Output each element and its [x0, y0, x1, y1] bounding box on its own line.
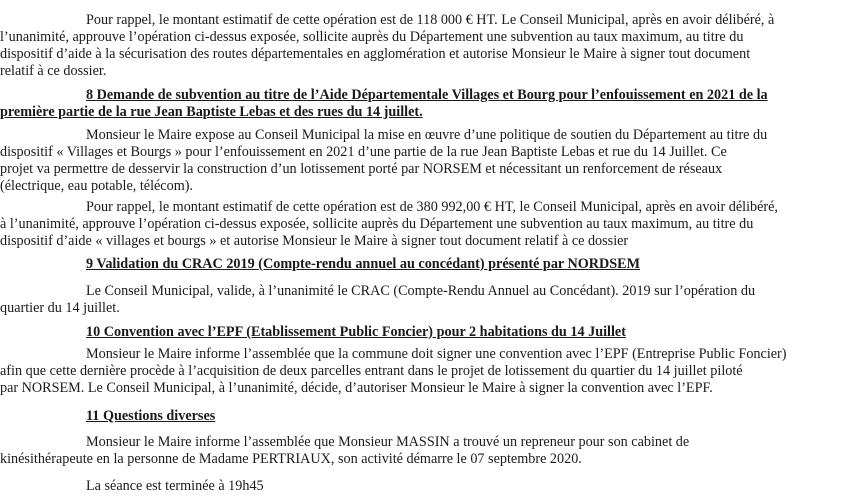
section-heading-10: 10 Convention avec l’EPF (Etablissement Public Foncier) pour 2 habitations du 14 Juillet — [86, 324, 626, 340]
text-line: (électrique, eau potable, télécom). — [0, 178, 194, 194]
section-heading-8-continued: première partie de la rue Jean Baptiste Lebas et des rues du 14 juillet. — [0, 104, 423, 120]
section-heading-8: 8 Demande de subvention au titre de l’Aide Départementale Villages et Bourg pour l’enfouissement en 2021 de la — [86, 87, 768, 103]
text-line: relatif à ce dossier. — [0, 63, 107, 79]
text-line: dispositif d’aide « villages et bourgs » et autorise Monsieur le Maire à signer tout document relatif à ce dossier — [0, 233, 629, 249]
text-line: afin que cette dernière procède à l’acquisition de deux parcelles entrant dans le projet de lotissement du quartier du 14 juillet piloté — [0, 363, 743, 379]
text-line: dispositif « Villages et Bourgs » pour l’enfouissement en 2021 d’une partie de la rue Jean Baptiste Lebas et rue du 14 Juillet. Ce — [0, 144, 727, 160]
text-line: Monsieur le Maire expose au Conseil Municipal la mise en œuvre d’une politique de soutien du Département au titre du — [86, 127, 768, 143]
text-line: kinésithérapeute en la personne de Madame PERTRIAUX, son activité démarre le 07 septembre 2020. — [0, 451, 582, 467]
section-heading-11: 11 Questions diverses — [86, 408, 216, 424]
text-line: dispositif d’aide à la sécurisation des routes départementales en agglomération et autorise Monsieur le Maire à signer tout document — [0, 46, 751, 62]
text-line: quartier du 14 juillet. — [0, 300, 120, 316]
section-heading-9: 9 Validation du CRAC 2019 (Compte-rendu annuel au concédant) présenté par NORDSEM — [86, 256, 641, 272]
closing-line: La séance est terminée à 19h45 — [86, 478, 264, 494]
text-line: projet va permettre de desservir la construction d’un lotissement porté par NORSEM et nécessitant un renforcement de réseaux — [0, 161, 723, 177]
text-line: Le Conseil Municipal, valide, à l’unanimité le CRAC (Compte-Rendu Annuel au Concédant). 2019 sur l’opération du — [86, 283, 756, 299]
text-line: Pour rappel, le montant estimatif de cette opération est de 118 000 € HT. Le Conseil Municipal, après en avoir délibéré, à — [86, 12, 775, 28]
text-line: Monsieur le Maire informe l’assemblée que Monsieur MASSIN a trouvé un repreneur pour son cabinet de — [86, 434, 690, 450]
text-line: Monsieur le Maire informe l’assemblée que la commune doit signer une convention avec l’EPF (Entreprise Public Foncier) — [86, 346, 787, 362]
text-line: Pour rappel, le montant estimatif de cette opération est de 380 992,00 € HT, le Conseil Municipal, après en avoir délibéré, — [86, 199, 778, 215]
text-line: l’unanimité, approuve l’opération ci-dessus exposée, sollicite auprès du Département une subvention au taux maximum, au titre du — [0, 29, 744, 45]
text-line: à l’unanimité, approuve l’opération ci-dessus exposée, sollicite auprès du Département une subvention au taux maximum, au titre du — [0, 216, 754, 232]
text-line: par NORSEM. Le Conseil Municipal, à l’unanimité, décide, d’autoriser Monsieur le Maire à signer la convention avec l’EPF. — [0, 380, 713, 396]
